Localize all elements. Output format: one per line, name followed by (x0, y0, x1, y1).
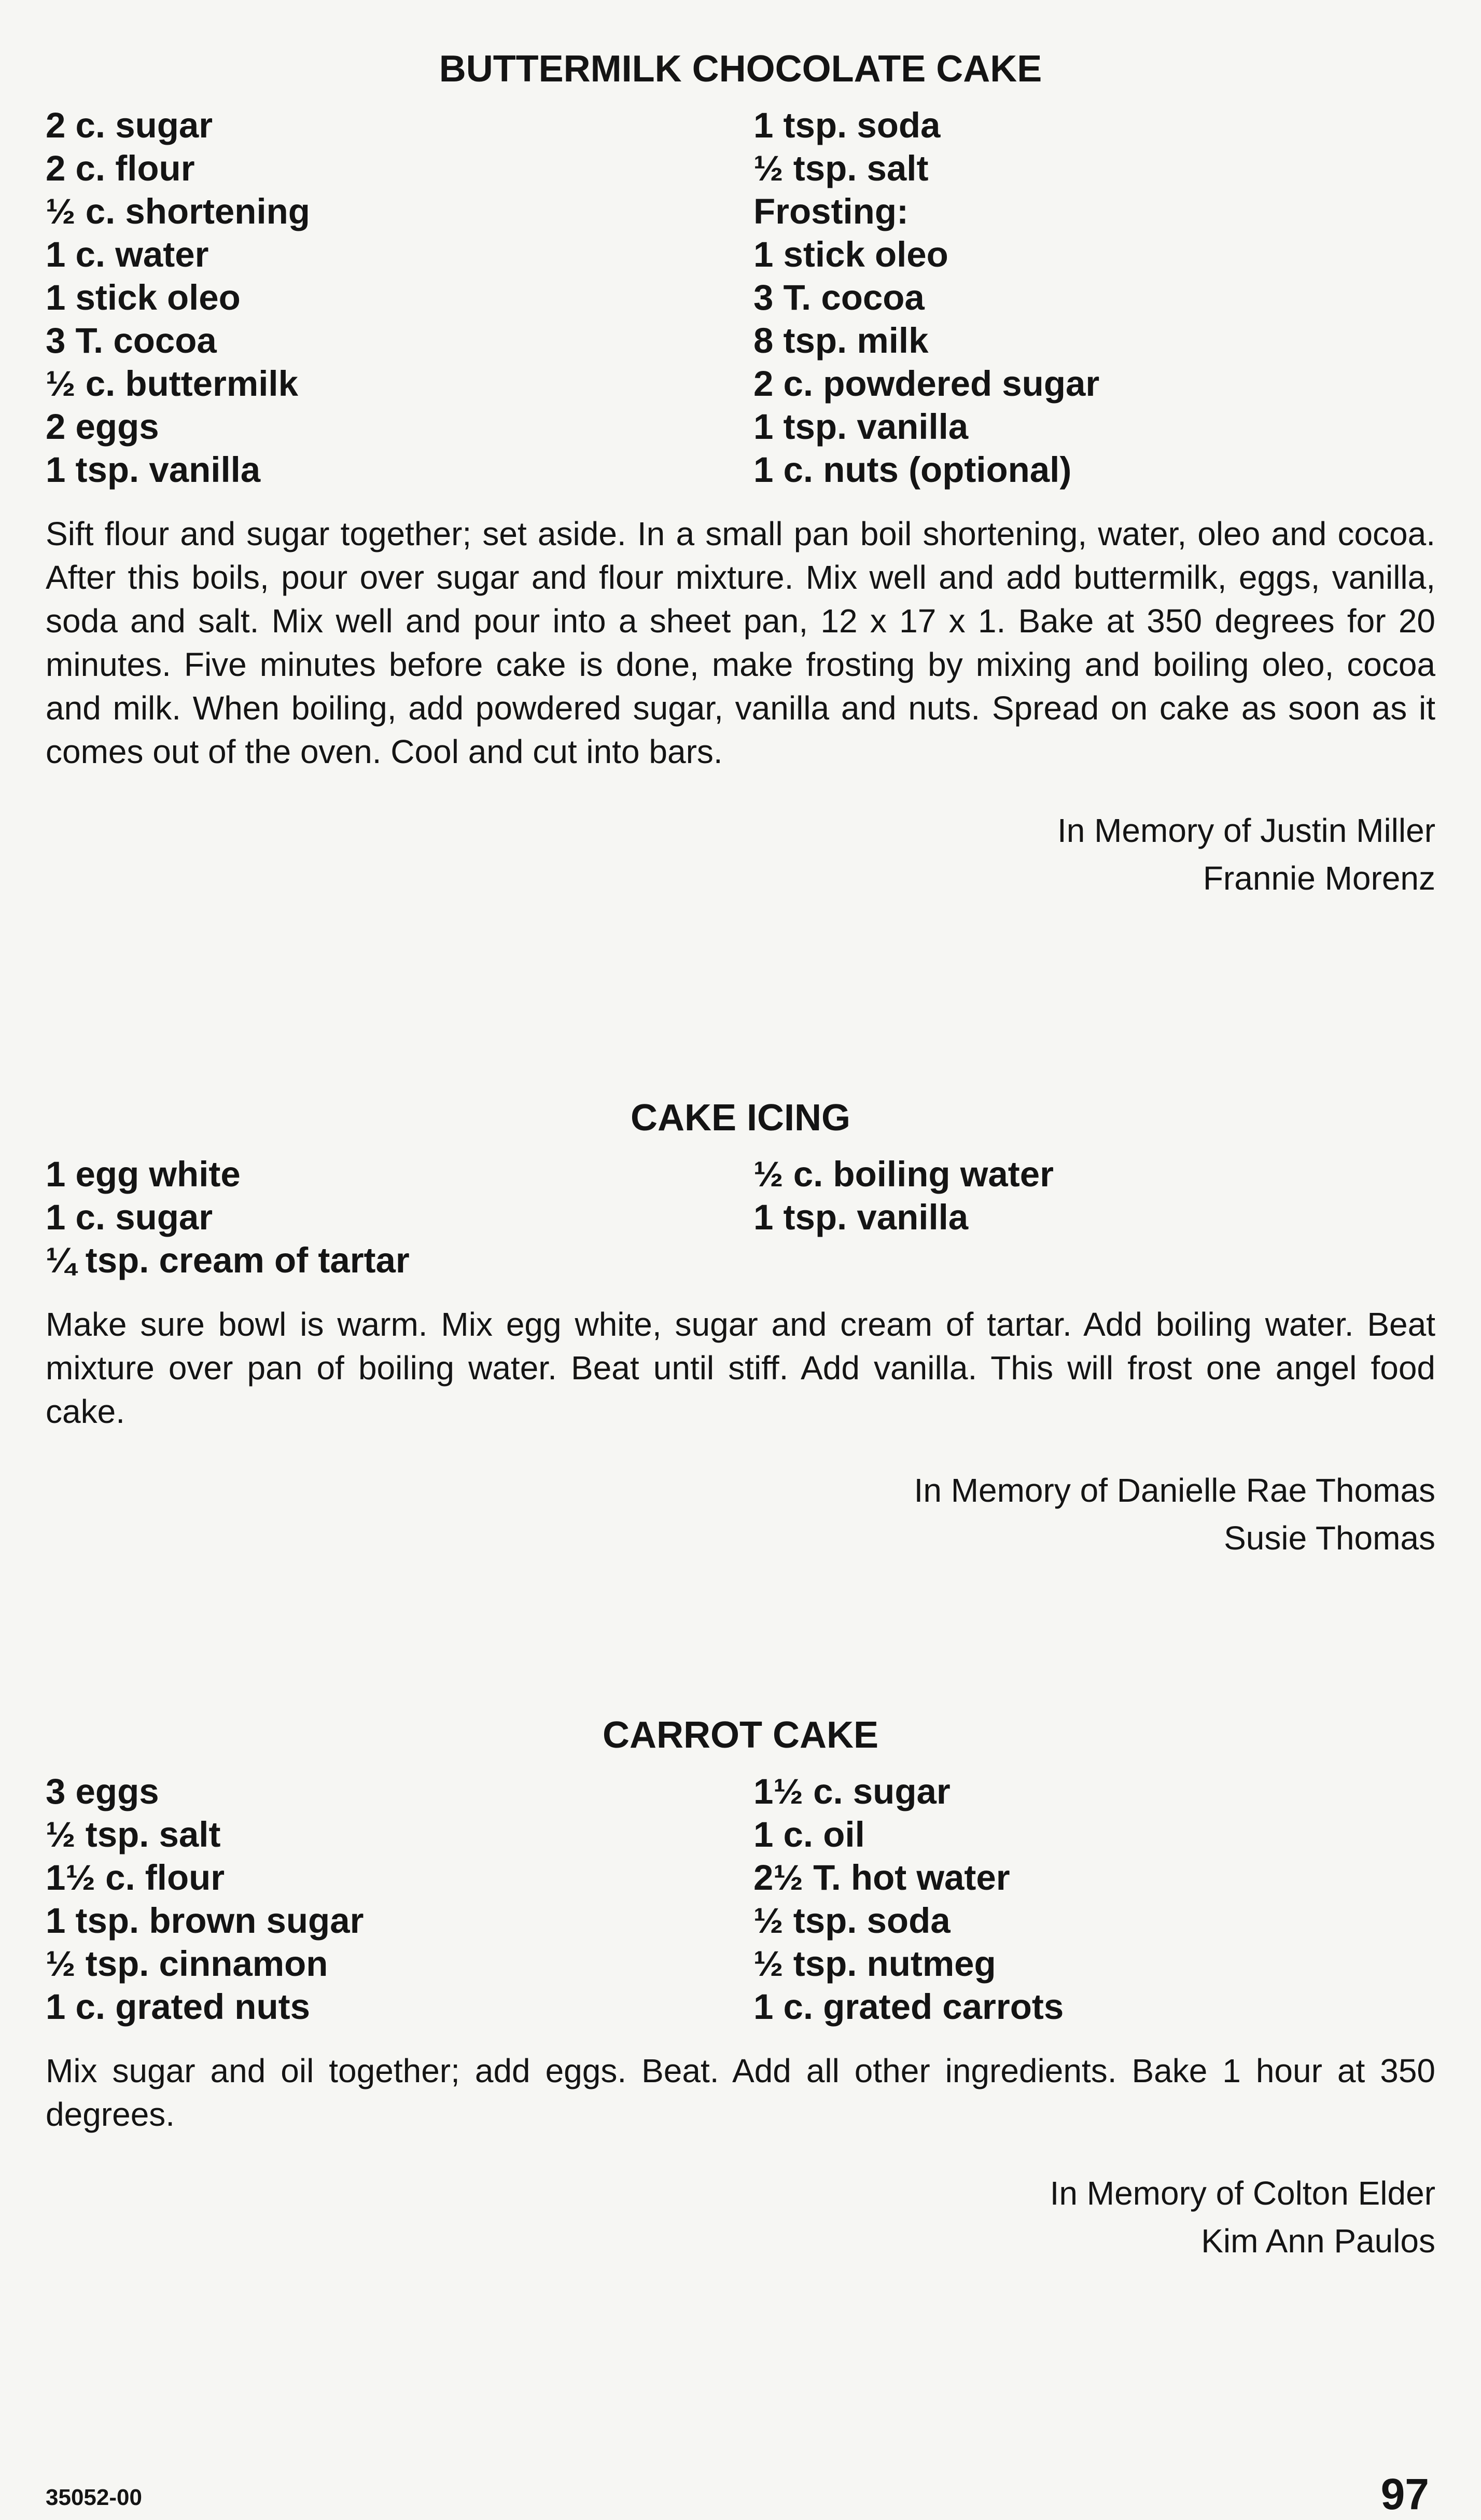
ingredient: 1 stick oleo (46, 278, 241, 317)
memory-line: In Memory of Justin Miller (1057, 812, 1435, 849)
ingredient: ½ tsp. nutmeg (753, 1944, 996, 1984)
ingredient: ½ tsp. cinnamon (46, 1944, 328, 1984)
author-name: Frannie Morenz (1203, 860, 1435, 897)
ingredient-column-right (728, 1770, 1435, 2028)
ingredient-list (46, 1770, 1435, 2028)
recipe-directions: Make sure bowl is warm. Mix egg white, sugar and cream of tartar. Add boiling water. Beat mixture over pan of boiling water. Beat until stiff. Add vanilla. This will frost one angel food cake. (46, 1306, 1435, 1430)
ingredient: ½ tsp. salt (46, 1815, 221, 1854)
recipe-carrot-cake (46, 1712, 1435, 2265)
ingredient: 1 c. oil (753, 1815, 865, 1854)
ingredient: 1 tsp. vanilla (753, 1197, 969, 1237)
recipe-credit (46, 807, 1435, 902)
recipe-credit (46, 1466, 1435, 1562)
recipe-title: BUTTERMILK CHOCOLATE CAKE (439, 48, 1042, 90)
ingredient: 1 c. nuts (optional) (753, 450, 1072, 490)
ingredient-column-right (728, 1153, 1435, 1282)
memory-line: In Memory of Colton Elder (1050, 2175, 1435, 2212)
ingredient: 1 c. water (46, 234, 209, 274)
ingredient: 1 c. grated nuts (46, 1987, 310, 2027)
ingredient: 3 eggs (46, 1771, 159, 1811)
ingredient: 3 T. cocoa (753, 278, 925, 317)
ingredient: ¼ tsp. cream of tartar (46, 1240, 410, 1280)
ingredient: ½ c. buttermilk (46, 364, 298, 404)
author-name: Susie Thomas (1224, 1519, 1435, 1557)
ingredient-column-left (46, 1770, 728, 2028)
ingredient: 1 c. sugar (46, 1197, 213, 1237)
ingredient: 3 T. cocoa (46, 321, 217, 361)
ingredient: 2 c. flour (46, 148, 195, 188)
ingredient-column-left (46, 104, 728, 491)
ingredient: 1 tsp. soda (753, 105, 941, 145)
ingredient: 1 stick oleo (753, 234, 948, 274)
recipe-credit (46, 2169, 1435, 2265)
ingredient-column-right (728, 104, 1435, 491)
recipe-directions: Sift flour and sugar together; set aside. In a small pan boil shortening, water, oleo and cocoa. After this boils, pour over sugar and flour mixture. Mix well and add buttermilk, eggs, vanilla, soda and salt. Mix well and pour into a sheet pan, 12 x 17 x 1. Bake at 350 degrees for 20 minutes. Five minutes before cake is done, make frosting by mixing and boiling oleo, cocoa and milk. When boiling, add powdered sugar, vanilla and nuts. Spread on cake as soon as it comes out of the oven. Cool and cut into bars. (46, 515, 1435, 770)
recipe-buttermilk-chocolate-cake (46, 46, 1435, 902)
ingredient-list (46, 104, 1435, 491)
ingredient: 1 tsp. vanilla (753, 407, 969, 447)
catalog-code: 35052-00 (46, 2485, 142, 2510)
author-name: Kim Ann Paulos (1201, 2222, 1435, 2260)
ingredient: 8 tsp. milk (753, 321, 929, 361)
frosting-heading: Frosting: (753, 191, 909, 231)
ingredient: ½ tsp. soda (753, 1901, 951, 1941)
recipe-title: CARROT CAKE (603, 1714, 878, 1756)
ingredient: 1 tsp. brown sugar (46, 1901, 364, 1941)
page-number: 97 (1380, 2470, 1429, 2518)
ingredient: 2 c. powdered sugar (753, 364, 1100, 404)
ingredient: 1 c. grated carrots (753, 1987, 1064, 2027)
ingredient: 2½ T. hot water (753, 1858, 1010, 1898)
memory-line: In Memory of Danielle Rae Thomas (914, 1472, 1435, 1509)
recipe-cake-icing (46, 1095, 1435, 1562)
ingredient-column-left (46, 1153, 728, 1282)
ingredient: 1½ c. sugar (753, 1771, 951, 1811)
ingredient: 1 tsp. vanilla (46, 450, 261, 490)
ingredient: 2 eggs (46, 407, 159, 447)
ingredient: 2 c. sugar (46, 105, 213, 145)
ingredient: ½ c. shortening (46, 191, 310, 231)
ingredient: 1½ c. flour (46, 1858, 225, 1898)
recipe-title: CAKE ICING (630, 1097, 851, 1139)
recipe-directions: Mix sugar and oil together; add eggs. Beat. Add all other ingredients. Bake 1 hour at 350 degrees. (46, 2052, 1435, 2133)
ingredient: 1 egg white (46, 1154, 241, 1194)
ingredient: ½ tsp. salt (753, 148, 929, 188)
ingredient-list (46, 1153, 1435, 1282)
ingredient: ½ c. boiling water (753, 1154, 1054, 1194)
